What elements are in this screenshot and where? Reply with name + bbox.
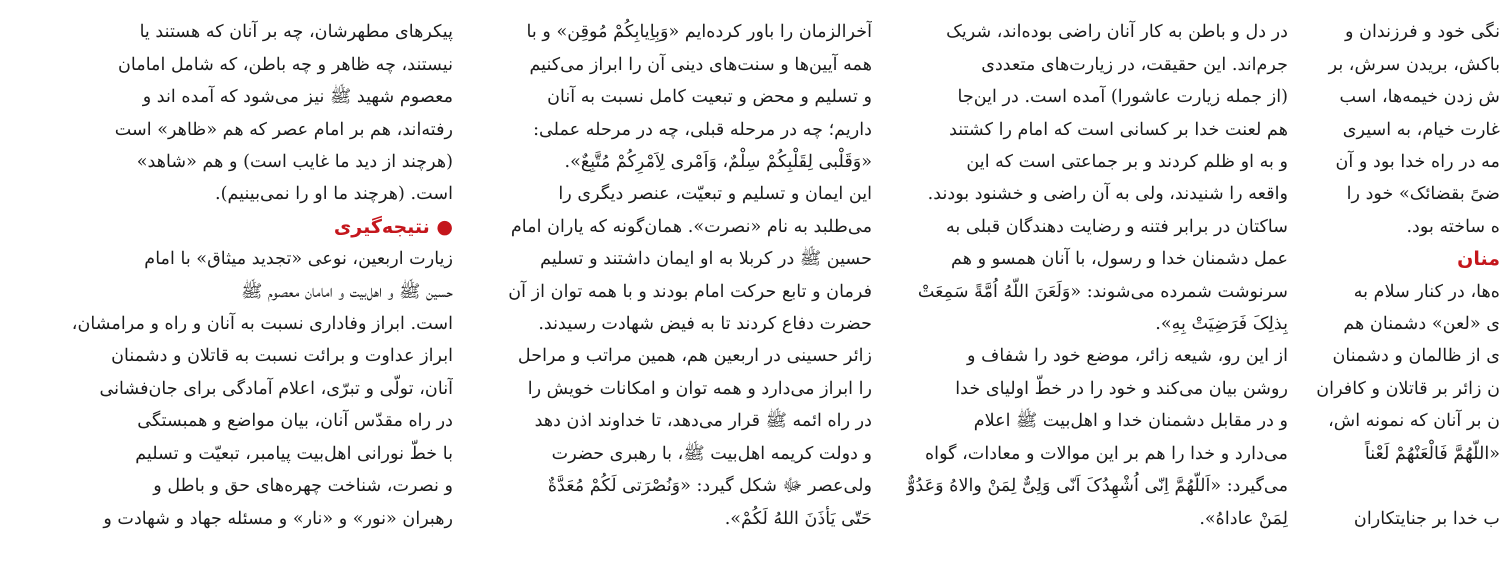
- text-line: روشن بیان می‌کند و خود را در خطّ اولیای خدا: [955, 378, 1288, 399]
- text-line: غارت خیام، به اسیری: [1342, 119, 1500, 140]
- text-line: زائر حسینی در اربعین هم، همین مراتب و مراحل: [517, 346, 872, 367]
- text-line: واقعه را شنیدند، ولی به آن راضی و خشنود بودند.: [927, 184, 1288, 205]
- text-line: زیارت اربعین، نوعی «تجدید میثاق» با امام: [144, 249, 453, 270]
- text-line: مه در راه خدا بود و آن: [1335, 152, 1500, 173]
- text-line: و به او ظلم کردند و بر جماعتی است که این: [966, 152, 1288, 173]
- text-column-2: [484, 0, 872, 535]
- text-line: ه ساخته بود.: [1406, 216, 1500, 237]
- text-line: معصوم شهید ﷺ نیز می‌شود که آمده اند و: [142, 87, 453, 108]
- quote-line: «اللّهُمَّ فَالْعَنْهُمْ لَعْناً: [1364, 443, 1500, 464]
- text-line: [1310, 0, 1500, 16]
- bullet-icon: ●: [429, 215, 453, 238]
- text-line: [900, 535, 1288, 567]
- text-line: حسین ﷺ در کربلا به او ایمان داشتند و تسلیم: [540, 249, 872, 270]
- text-line: در دل و باطن به کار آنان راضی بوده‌اند، شریک: [946, 22, 1288, 43]
- text-line: [484, 0, 872, 16]
- section-heading-conclusion: [43, 211, 453, 243]
- text-line: است. ابراز وفاداری نسبت به آنان و راه و مرامشان،: [71, 314, 453, 335]
- text-line: جرم‌اند. این حقیقت، در زیارت‌های متعددی: [981, 54, 1288, 75]
- text-line: [43, 0, 453, 16]
- text-line: را ابراز می‌دارد و همه توان و امکانات خویش را: [527, 378, 872, 399]
- text-line: حسین ﷺ و اهل‌بیت و امامان معصوم ﷺ: [241, 281, 453, 302]
- text-line: عمل دشمنان خدا و رسول، با آنان همسو و هم: [951, 249, 1288, 270]
- text-line: در راه ائمه ﷺ قرار می‌دهد، تا خداوند اذن دهد: [534, 411, 872, 432]
- text-column-3: [900, 0, 1288, 567]
- text-line: سرنوشت شمرده می‌شوند: «وَلَعَنَ اللّهُ اُمَّةً سَمِعَتْ: [917, 281, 1288, 302]
- text-line: رفته‌اند، هم بر امام عصر که هم «ظاهر» است: [114, 119, 453, 140]
- quote-line: «وَقَلْبی لِقَلْبِکُمْ سِلْمٌ، وَاَمْری لِاَمْرِکُمْ مُتَّبِعٌ».: [564, 152, 872, 173]
- text-line: با خطّ نورانی اهل‌بیت پیامبر، تبعیّت و تسلیم: [135, 443, 453, 464]
- text-line: همه آیین‌ها و سنت‌های دینی آن را ابراز می‌کنیم: [529, 54, 872, 75]
- text-line: ابراز عداوت و برائت نسبت به قاتلان و دشمنان: [111, 346, 453, 367]
- text-line: ی «لعن» دشمنان هم: [1343, 314, 1500, 335]
- text-line: آنان، تولّی و تبرّی، اعلام آمادگی برای جان‌فشانی: [99, 378, 453, 399]
- quote-line: می‌گیرد: «اَللّهُمَّ اِنّی اُشْهِدُکَ اَنّی وَلِیٌّ لِمَنْ والاهُ وَعَدُوٌّ: [906, 476, 1288, 497]
- text-column-4-clipped: [1310, 0, 1500, 567]
- quote-line: بِذلِکَ فَرَضِیَتْ بِهِ».: [1155, 314, 1288, 335]
- text-line: فرمان و تابع حرکت امام بودند و با همه توان از آن: [508, 281, 872, 302]
- text-line: ن زائر بر قاتلان و کافران: [1316, 378, 1500, 399]
- quote-line: حَتّی یَأذَنَ اللهُ لَکُمْ».: [724, 508, 872, 529]
- text-line: ی از ظالمان و دشمنان: [1332, 346, 1500, 367]
- quote-line: ولی‌عصر ﷻ شکل گیرد: «وَنُصْرَتی لَکُمْ مُعَدَّةٌ: [547, 476, 872, 497]
- text-line: ب خدا بر جنایتکاران: [1353, 508, 1500, 529]
- text-line: (هرچند از دید ما غایب است) و هم «شاهد»: [136, 152, 453, 173]
- text-line: در راه مقدّس آنان، بیان مواضع و همبستگی: [137, 411, 453, 432]
- text-line: و نصرت، شناخت چهره‌های حق و باطل و: [153, 476, 453, 497]
- section-heading-text: نتیجه‌گیری: [333, 215, 430, 238]
- text-line: ساکتان در برابر فتنه و رضایت دهندگان قبلی به: [945, 216, 1288, 237]
- text-line: ه‌ها، در کنار سلام به: [1353, 281, 1500, 302]
- text-line: است. (هرچند ما او را نمی‌بینیم).: [214, 184, 453, 205]
- text-line: [1310, 535, 1500, 567]
- text-line: ن بر آنان که نمونه اش،: [1328, 411, 1500, 432]
- text-line: [900, 0, 1288, 16]
- text-line: (از جمله زیارت عاشورا) آمده است. در این‌جا: [957, 87, 1288, 108]
- text-line: می‌دارد و خدا را هم بر این موالات و معادات، گواه: [924, 443, 1288, 464]
- text-line: پیکرهای مطهرشان، چه بر آنان که هستند یا: [139, 22, 453, 43]
- text-line: این ایمان و تسلیم و تبعیّت، عنصر دیگری را: [558, 184, 872, 205]
- text-line: و در مقابل دشمنان خدا و اهل‌بیت ﷺ اعلام: [973, 411, 1288, 432]
- text-line: حضرت دفاع کردند تا به فیض شهادت رسیدند.: [538, 314, 872, 335]
- text-line: رهبران «نور» و «نار» و مسئله جهاد و شهادت و: [103, 508, 453, 529]
- section-heading-clipped: منان: [1457, 248, 1500, 271]
- text-line: داریم؛ چه در مرحله قبلی، چه در مرحله عملی:: [533, 119, 872, 140]
- text-line: هم لعنت خدا بر کسانی است که امام را کشتند: [949, 119, 1288, 140]
- text-line: آخرالزمان را باور کرده‌ایم «وَبِاِیابِکُمْ مُوقِن» و با: [526, 22, 872, 43]
- text-line: از این رو، شیعه زائر، موضع خود را شفاف و: [967, 346, 1288, 367]
- text-line: ش زدن خیمه‌ها، اسب: [1339, 87, 1500, 108]
- text-line: و تسلیم و محض و تبعیت کامل نسبت به آنان: [547, 87, 872, 108]
- text-line: ضیً بقضائک» خود را: [1346, 184, 1500, 205]
- quote-line: لِمَنْ عاداهُ».: [1199, 508, 1288, 529]
- text-line: باکش، بریدن سرش، بر: [1328, 54, 1500, 75]
- text-line: [1310, 470, 1500, 502]
- text-line: و دولت کریمه اهل‌بیت ﷺ، با رهبری حضرت: [551, 443, 872, 464]
- text-line: نیستند، چه ظاهر و چه باطن، که شامل امامان: [117, 54, 453, 75]
- text-line: می‌طلبد به نام «نصرت». همان‌گونه که یاران امام: [510, 216, 872, 237]
- text-column-1: [43, 0, 453, 535]
- text-line: نگی خود و فرزندان و: [1345, 22, 1500, 43]
